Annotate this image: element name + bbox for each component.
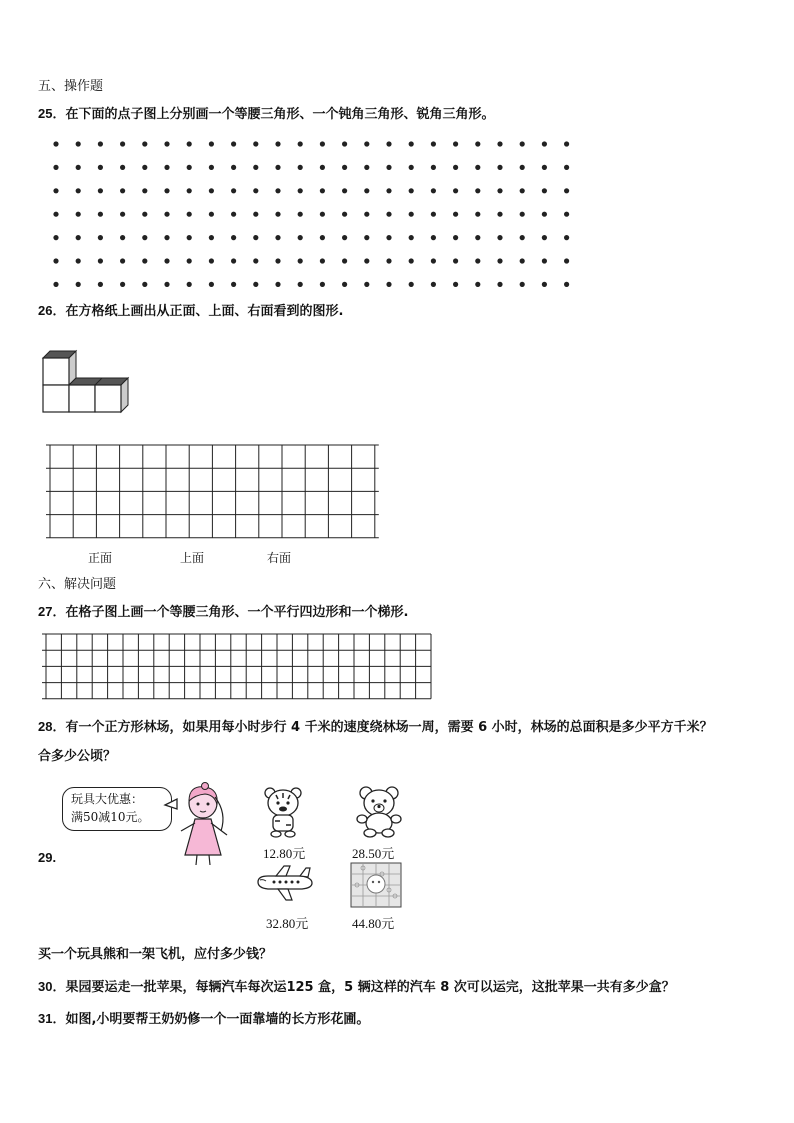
label-top-view: 上面: [180, 551, 205, 565]
jigsaw-puzzle-icon: [350, 862, 402, 908]
question-28: [38, 719, 713, 736]
tiger-toy-icon: [260, 785, 306, 839]
question-30-text: 果园要运走一批苹果，每辆汽车每次运125 盒，5 辆这样的汽车 8 次可以运完，这批苹果一共有多少盒？: [65, 980, 675, 995]
discount-speech-bubble: [62, 787, 172, 831]
question-30-number: 30．: [38, 979, 66, 994]
label-right-view: 右面: [267, 551, 292, 565]
question-29-text: 买一个玩具熊和一架飞机，应付多少钱？: [38, 947, 273, 962]
question-28-number: 28．: [38, 719, 66, 734]
teddy-bear-icon: [354, 785, 404, 839]
bubble-line-1: 玩具大优惠：: [71, 792, 144, 806]
question-25-number: 25．: [38, 106, 66, 121]
section-title-operations: 五、操作题: [38, 79, 104, 94]
question-27-number: 27．: [38, 604, 66, 619]
price-tiger: 12.80元: [263, 846, 306, 861]
price-bear: 28.50元: [352, 846, 395, 861]
question-25-text: 在下面的点子图上分别画一个等腰三角形、一个钝角三角形、锐角三角形。: [65, 107, 495, 122]
label-front-view: 正面: [88, 551, 113, 565]
question-30: [38, 979, 675, 996]
price-airplane: 32.80元: [266, 916, 309, 931]
question-26-text: 在方格纸上画出从正面、上面、右面看到的图形.: [65, 304, 344, 319]
question-31-number: 31．: [38, 1011, 66, 1026]
question-28-line2: 合多少公顷？: [38, 749, 117, 764]
question-26-number: 26．: [38, 303, 66, 318]
question-31-text: 如图,小明要帮王奶奶修一个一面靠墙的长方形花圃。: [65, 1012, 370, 1027]
question-31: [38, 1011, 369, 1028]
question-27-text: 在格子图上画一个等腰三角形、一个平行四边形和一个梯形.: [65, 605, 409, 620]
price-puzzle: 44.80元: [352, 916, 395, 931]
question-29-number: 29.: [38, 850, 57, 865]
toy-airplane-icon: [254, 864, 314, 902]
question-28-line1: 有一个正方形林场，如果用每小时步行 4 千米的速度绕林场一周，需要 6 小时，林场的总面积是多少平方千米？: [65, 720, 713, 735]
bubble-line-2: 满50减10元。: [71, 810, 150, 824]
section-title-problem-solving: 六、解决问题: [38, 577, 117, 592]
girl-illustration: [165, 783, 237, 867]
